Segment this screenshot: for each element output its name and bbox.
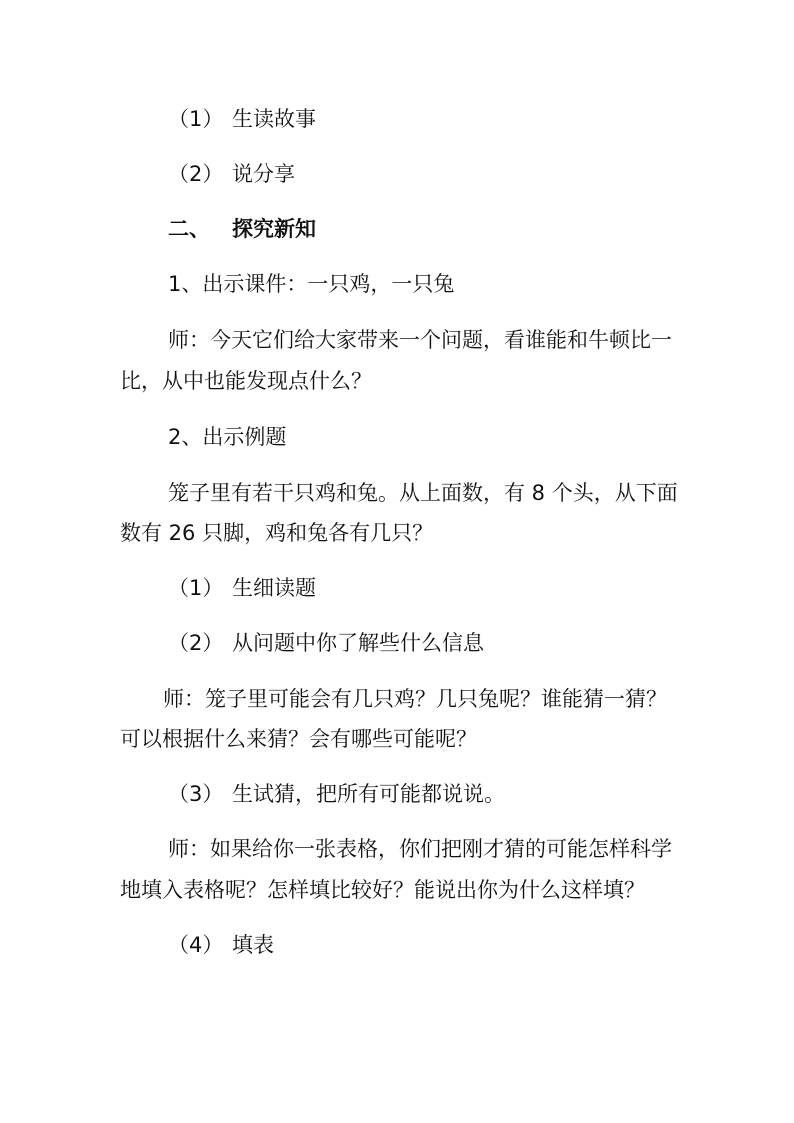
list-marker: （3）	[168, 782, 224, 806]
list-item-text: 说分享	[232, 162, 295, 186]
list-item-fill-table	[168, 932, 274, 958]
list-item-guess	[168, 781, 505, 807]
list-item-text: 从问题中你了解些什么信息	[232, 631, 484, 655]
teacher-paragraph-line: 比，从中也能发现点什么？	[120, 369, 372, 393]
list-marker: （4）	[168, 933, 224, 957]
list-item-text: 生试猜，把所有可能都说说。	[232, 782, 505, 806]
list-item-share	[168, 161, 295, 187]
list-item-information	[168, 630, 484, 656]
problem-paragraph-line: 笼子里有若干只鸡和兔。从上面数，有 8 个头，从下面	[168, 481, 678, 505]
teacher-paragraph-line: 地填入表格呢？怎样填比较好？能说出你为什么这样填？	[120, 878, 645, 902]
section-heading	[168, 216, 316, 242]
section-number: 二、	[168, 217, 210, 241]
list-item-careful-read	[168, 575, 316, 601]
step-show-courseware: 1、出示课件：一只鸡，一只兔	[168, 272, 455, 296]
list-marker: （2）	[168, 631, 224, 655]
teacher-paragraph-line: 可以根据什么来猜？会有哪些可能呢？	[120, 727, 477, 751]
list-item-text: 生读故事	[232, 107, 316, 131]
list-marker: （1）	[168, 576, 224, 600]
problem-paragraph-line: 数有 26 只脚，鸡和兔各有几只？	[120, 521, 434, 545]
teacher-paragraph-line: 师：如果给你一张表格，你们把刚才猜的可能怎样科学	[168, 837, 672, 861]
list-item-read-story	[168, 106, 316, 132]
list-item-text: 生细读题	[232, 576, 316, 600]
list-marker: （2）	[168, 162, 224, 186]
section-title: 探究新知	[232, 217, 316, 241]
teacher-paragraph-line: 师：笼子里可能会有几只鸡？几只兔呢？谁能猜一猜？	[163, 687, 667, 711]
teacher-paragraph-line: 师：今天它们给大家带来一个问题，看谁能和牛顿比一	[168, 328, 672, 352]
list-item-text: 填表	[232, 933, 274, 957]
list-marker: （1）	[168, 107, 224, 131]
step-show-example: 2、出示例题	[168, 425, 287, 449]
